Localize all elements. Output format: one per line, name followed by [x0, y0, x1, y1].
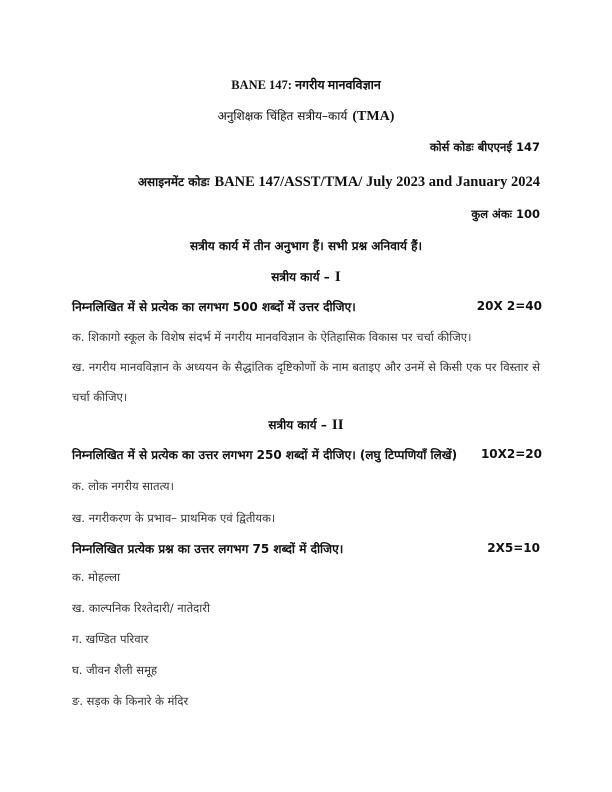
section-1-marks: 20X 2=40 [476, 299, 542, 313]
document-subtitle [0, 105, 612, 125]
short-question-3: ग. खण्डित परिवार [72, 632, 149, 646]
short-question-4: घ. जीवन शैली समूह [72, 663, 158, 677]
section-2-heading-text: सत्रीय कार्य – [268, 418, 327, 432]
section-1-heading-number: I [334, 269, 341, 285]
section-2-instruction: निम्नलिखित में से प्रत्येक का उत्तर लगभग 250 शब्दों में दीजिए। (लघु टिप्पणियाँ लिखें) [72, 448, 458, 462]
short-question-1: क. मोहल्ला [72, 570, 121, 584]
assignment-code-label: असाइनमेंट कोडः [137, 175, 210, 189]
instructions: सत्रीय कार्य में तीन अनुभाग हैं। सभी प्रश्न अनिवार्य हैं। [189, 239, 423, 253]
section-1-heading-text: सत्रीय कार्य – [271, 270, 330, 284]
section-2-short-instruction: निम्नलिखित प्रत्येक प्रश्न का उत्तर लगभग 75 शब्दों में दीजिए। [72, 542, 344, 556]
section-1-heading [0, 266, 612, 286]
section-2-short-marks: 2X5=10 [487, 541, 540, 555]
subtitle-hindi: अनुशिक्षक चिंहित सत्रीय–कार्य [217, 109, 348, 123]
subtitle-tma: (TMA) [352, 109, 395, 124]
section-2-heading-number: II [331, 417, 344, 433]
total-marks: कुल अंकः 100 [471, 207, 540, 221]
section-2-question-2: ख. नगरीकरण के प्रभाव– प्राथमिक एवं द्वितीयक। [72, 511, 276, 525]
section-1-question-2: ख. नगरीय मानवविज्ञान के अध्ययन के सैद्धांतिक दृष्टिकोणों के नाम बताइए और उनमें से किसी एक पर विस्तार से चर्चा कीजिए। [72, 360, 540, 404]
short-question-2: ख. काल्पनिक रिश्तेदारी/ नातेदारी [72, 601, 210, 615]
course-code: कोर्स कोडः बीएएनई 147 [429, 140, 540, 154]
section-2-question-1: क. लोक नगरीय सातत्य। [72, 479, 174, 493]
document-title: BANE 147: नगरीय मानवविज्ञान [231, 78, 381, 92]
short-question-5: ङ. सड़क के किनारे के मंदिर [72, 694, 189, 708]
section-2-marks: 10X2=20 [480, 447, 542, 461]
section-1-instruction: निम्नलिखित में से प्रत्येक का लगभग 500 शब्दों में उत्तर दीजिए। [72, 300, 356, 314]
section-1-question-1: क. शिकागो स्कूल के विशेष संदर्भ में नगरीय मानवविज्ञान के ऐतिहासिक विकास पर चर्चा कीजिए। [72, 330, 472, 344]
section-2-heading [0, 414, 612, 434]
assignment-code-value: BANE 147/ASST/TMA/ July 2023 and January 2024 [214, 174, 540, 190]
assignment-code [138, 171, 540, 191]
